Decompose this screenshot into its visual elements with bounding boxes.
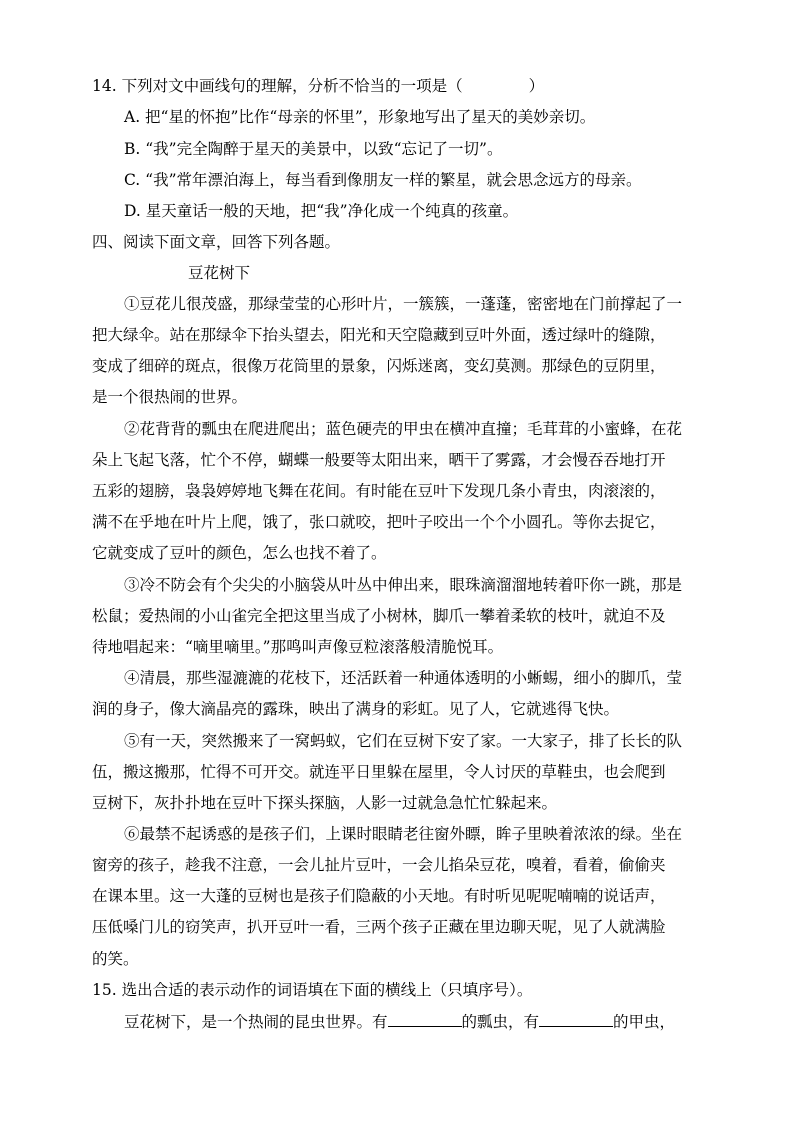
- q15-fill-text-1: 豆花树下，是一个热闹的昆虫世界。有: [124, 1013, 388, 1031]
- paragraph-line: 窗旁的孩子，趁我不注意，一会儿扯片豆叶，一会儿掐朵豆花，嗅着，看着，偷偷夹: [92, 856, 666, 874]
- section-heading: 四、阅读下面文章，回答下列各题。: [92, 233, 341, 251]
- answer-blank-1[interactable]: [388, 1012, 462, 1027]
- q14-stem-text: 14. 下列对文中画线句的理解，分析不恰当的一项是（: [92, 77, 463, 95]
- paragraph-line: 五彩的翅膀，袅袅婷婷地飞舞在花间。有时能在豆叶下发现几条小青虫，肉滚滚的，: [92, 482, 666, 500]
- q15-stem: 15. 选出合适的表示动作的词语填在下面的横线上（只填序号）。: [92, 981, 533, 999]
- paragraph-line: 满不在乎地在叶片上爬，饿了，张口就咬，把叶子咬出一个个小圆孔。等你去捉它，: [92, 513, 666, 531]
- paragraph-line: 压低嗓门儿的窃笑声，扒开豆叶一看，三两个孩子正藏在里边聊天呢，见了人就满脸: [92, 918, 666, 936]
- q14-stem-close: ）: [528, 77, 545, 95]
- paragraph-line: 把大绿伞。站在那绿伞下抬头望去，阳光和天空隐藏到豆叶外面，透过绿叶的缝隙，: [92, 326, 666, 344]
- q14-option-d: D. 星天童话一般的天地，把“我”净化成一个纯真的孩童。: [124, 202, 519, 220]
- paragraph-line: ⑤有一天，突然搬来了一窝蚂蚁，它们在豆树下安了家。一大家子，排了长长的队: [124, 732, 683, 750]
- paragraph-line: 在课本里。这一大蓬的豆树也是孩子们隐蔽的小天地。有时听见呢呢喃喃的说话声，: [92, 887, 666, 905]
- paragraph-line: 待地唱起来：“嘀里嘀里。”那鸣叫声像豆粒滚落般清脆悦耳。: [92, 638, 504, 656]
- paragraph-line: 变成了细碎的斑点，很像万花筒里的景象，闪烁迷离，变幻莫测。那绿色的豆阴里，: [92, 357, 666, 375]
- paragraph-line: 的笑。: [92, 950, 139, 968]
- paragraph-line: 朵上飞起飞落，忙个不停，蝴蝶一般要等太阳出来，晒干了雾露，才会慢吞吞地打开: [92, 451, 666, 469]
- q14-option-a: A. 把“星的怀抱”比作“母亲的怀里”，形象地写出了星天的美妙亲切。: [124, 108, 596, 126]
- paragraph-line: 豆树下，灰扑扑地在豆叶下探头探脑，人影一过就急急忙忙躲起来。: [92, 794, 558, 812]
- q14-option-b: B. “我”完全陶醉于星天的美景中，以致“忘记了一切”。: [124, 140, 503, 158]
- paragraph-line: ⑥最禁不起诱惑的是孩子们，上课时眼睛老往窗外瞟，眸子里映着浓浓的绿。坐在: [124, 825, 683, 843]
- paragraph-line: 松鼠；爱热闹的小山雀完全把这里当成了小树林，脚爪一攀着柔软的枝叶，就迫不及: [92, 607, 666, 625]
- article-title: 豆花树下: [188, 264, 251, 282]
- paragraph-line: ④清晨，那些湿漉漉的花枝下，还活跃着一种通体透明的小蜥蜴，细小的脚爪，莹: [124, 669, 683, 687]
- q15-fill-text-2: 的瓢虫，有: [461, 1013, 540, 1031]
- paragraph-line: 它就变成了豆叶的颜色，怎么也找不着了。: [92, 544, 387, 562]
- paragraph-line: 伍，搬这搬那，忙得不可开交。就连平日里躲在屋里，令人讨厌的草鞋虫，也会爬到: [92, 763, 666, 781]
- answer-blank-2[interactable]: [539, 1012, 613, 1027]
- q15-fill-line: [124, 1012, 675, 1032]
- paragraph-line: ②花背背的瓢虫在爬进爬出；蓝色硬壳的甲虫在横冲直撞；毛茸茸的小蜜蜂，在花: [124, 420, 683, 438]
- q14-option-c: C. “我”常年漂泊海上，每当看到像朋友一样的繁星，就会思念远方的母亲。: [124, 171, 642, 189]
- paragraph-line: ③冷不防会有个尖尖的小脑袋从叶丛中伸出来，眼珠滴溜溜地转着吓你一跳，那是: [124, 576, 683, 594]
- paragraph-line: 润的身子，像大滴晶亮的露珠，映出了满身的彩虹。见了人，它就逃得飞快。: [92, 700, 620, 718]
- q15-fill-text-3: 的甲虫，: [613, 1013, 676, 1031]
- q14-stem: [92, 76, 544, 96]
- paragraph-line: ①豆花儿很茂盛，那绿莹莹的心形叶片，一簇簇，一蓬蓬，密密地在门前撑起了一: [124, 295, 683, 313]
- paragraph-line: 是一个很热闹的世界。: [92, 388, 248, 406]
